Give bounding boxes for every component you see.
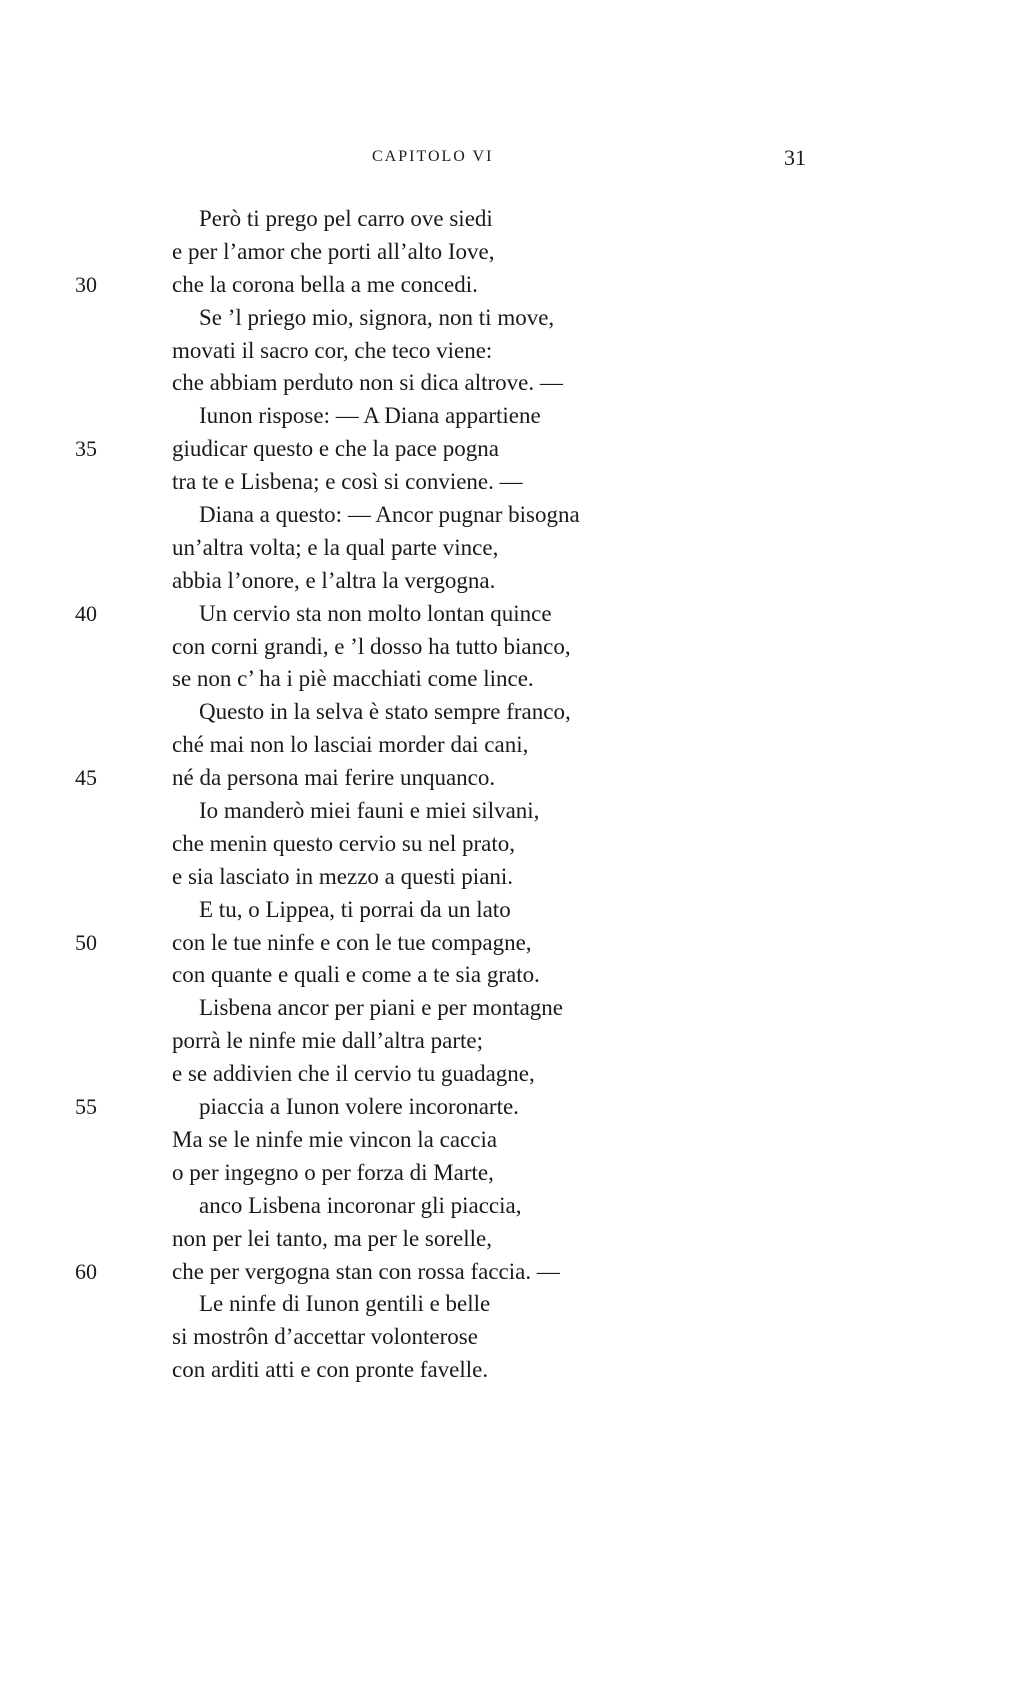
verse-line xyxy=(0,926,1020,959)
verse-text: che menin questo cervio su nel prato, xyxy=(172,830,515,856)
line-number: 55 xyxy=(75,1094,97,1120)
verse-text: se non c’ ha i piè macchiati come lince. xyxy=(172,666,534,692)
verse-line xyxy=(0,366,1020,399)
verse-line xyxy=(0,1156,1020,1189)
verse-line xyxy=(0,465,1020,498)
verse-line xyxy=(0,1024,1020,1057)
verse-line xyxy=(0,991,1020,1024)
line-number: 60 xyxy=(75,1258,97,1284)
verse-line xyxy=(0,1189,1020,1222)
verse-line xyxy=(0,1057,1020,1090)
verse-line xyxy=(0,334,1020,367)
verse-text: abbia l’onore, e l’altra la vergogna. xyxy=(172,567,496,593)
verse-line xyxy=(0,1222,1020,1255)
verse-line xyxy=(0,1353,1020,1386)
verse-text: porrà le ninfe mie dall’altra parte; xyxy=(172,1028,483,1054)
verse-line xyxy=(0,1287,1020,1320)
running-header: CAPITOLO VI xyxy=(372,148,494,165)
verse-line xyxy=(0,1090,1020,1123)
verse-text: non per lei tanto, ma per le sorelle, xyxy=(172,1225,492,1251)
verse-text: Lisbena ancor per piani e per montagne xyxy=(199,995,564,1021)
line-number: 45 xyxy=(75,765,97,791)
line-number: 50 xyxy=(75,929,97,955)
verse-line xyxy=(0,794,1020,827)
verse-text: e se addivien che il cervio tu guadagne, xyxy=(172,1061,535,1087)
verse-line xyxy=(0,630,1020,663)
verse-text: Però ti prego pel carro ove siedi xyxy=(199,206,493,231)
verse-line xyxy=(0,695,1020,728)
verse-line xyxy=(0,399,1020,432)
verse-text: Un cervio sta non molto lontan quince xyxy=(199,600,552,626)
verse-line xyxy=(0,860,1020,893)
poem-body xyxy=(0,202,1020,1386)
verse-line xyxy=(0,1123,1020,1156)
verse-line xyxy=(0,761,1020,794)
verse-text: con arditi atti e con pronte favelle. xyxy=(172,1357,489,1383)
verse-line xyxy=(0,597,1020,630)
verse-line xyxy=(0,958,1020,991)
verse-line xyxy=(0,1255,1020,1288)
verse-text: Questo in la selva è stato sempre franco, xyxy=(199,699,571,725)
line-number: 35 xyxy=(75,436,97,462)
line-number: 40 xyxy=(75,600,97,626)
verse-line xyxy=(0,301,1020,334)
verse-text: piaccia a Iunon volere incoronarte. xyxy=(199,1094,519,1120)
verse-text: che abbiam perduto non si dica altrove. — xyxy=(172,370,563,396)
verse-line xyxy=(0,1320,1020,1353)
line-number: 30 xyxy=(75,271,97,297)
verse-line xyxy=(0,893,1020,926)
verse-line xyxy=(0,827,1020,860)
verse-text: ché mai non lo lasciai morder dai cani, xyxy=(172,732,529,758)
verse-line xyxy=(0,235,1020,268)
verse-text: Se ’l priego mio, signora, non ti move, xyxy=(199,304,555,330)
verse-text: Le ninfe di Iunon gentili e belle xyxy=(199,1291,491,1317)
verse-text: e per l’amor che porti all’alto Iove, xyxy=(172,238,495,264)
verse-line xyxy=(0,564,1020,597)
verse-line xyxy=(0,202,1020,235)
verse-line xyxy=(0,268,1020,301)
verse-text: un’altra volta; e la qual parte vince, xyxy=(172,534,499,560)
verse-line xyxy=(0,728,1020,761)
verse-text: con corni grandi, e ’l dosso ha tutto bianco, xyxy=(172,633,571,659)
verse-text: Ma se le ninfe mie vincon la caccia xyxy=(172,1126,498,1152)
verse-text: Iunon rispose: — A Diana appartiene xyxy=(199,403,541,429)
page-number: 31 xyxy=(784,145,806,170)
verse-line xyxy=(0,662,1020,695)
verse-text: Io manderò miei fauni e miei silvani, xyxy=(199,798,540,824)
verse-text: tra te e Lisbena; e così si conviene. — xyxy=(172,469,523,495)
verse-text: che per vergogna stan con rossa faccia. — xyxy=(172,1258,560,1284)
verse-text: si mostrôn d’accettar volonterose xyxy=(172,1324,478,1350)
verse-text: né da persona mai ferire unquanco. xyxy=(172,765,496,791)
verse-text: Diana a questo: — Ancor pugnar bisogna xyxy=(199,502,580,528)
verse-line xyxy=(0,531,1020,564)
verse-text: movati il sacro cor, che teco viene: xyxy=(172,337,493,363)
verse-text: E tu, o Lippea, ti porrai da un lato xyxy=(199,896,511,922)
verse-text: anco Lisbena incoronar gli piaccia, xyxy=(199,1192,522,1218)
verse-text: e sia lasciato in mezzo a questi piani. xyxy=(172,863,514,889)
verse-text: con quante e quali e come a te sia grato. xyxy=(172,962,540,988)
verse-text: con le tue ninfe e con le tue compagne, xyxy=(172,929,532,955)
verse-text: o per ingegno o per forza di Marte, xyxy=(172,1159,494,1185)
verse-line xyxy=(0,498,1020,531)
verse-text: che la corona bella a me concedi. xyxy=(172,271,478,297)
verse-line xyxy=(0,432,1020,465)
verse-text: giudicar questo e che la pace pogna xyxy=(172,436,499,462)
